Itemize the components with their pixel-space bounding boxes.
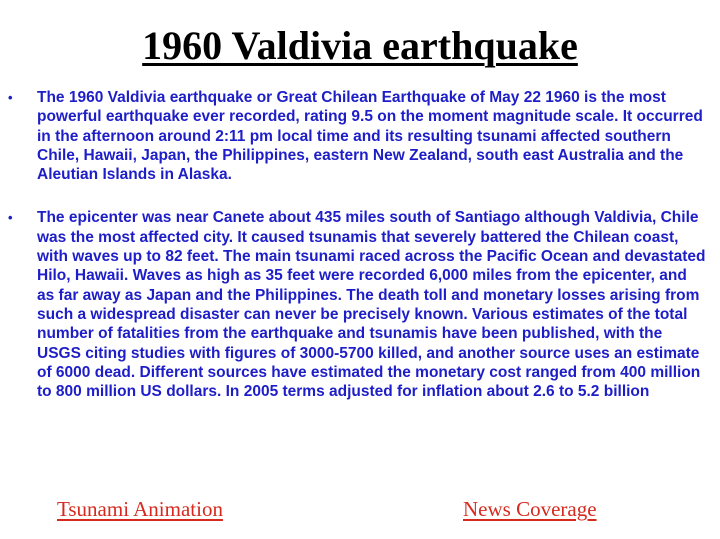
bullet-text: The 1960 Valdivia earthquake or Great Chilean Earthquake of May 22 1960 is the most powerful earthquake ever recorded, rating 9.5 on the moment magnitude scale. It occurred in the afternoon around 2:11 pm local time and its resulting tsunami affected southern Chile, Hawaii, Japan, the Philippines, eastern New Zealand, south east Australia and the Aleutian Islands in Alaska. bbox=[37, 89, 703, 184]
slide-title: 1960 Valdivia earthquake bbox=[142, 23, 578, 68]
link-bar bbox=[0, 497, 720, 527]
bullet-marker: • bbox=[8, 210, 13, 226]
bullet-list bbox=[8, 88, 708, 401]
bullet-text: The epicenter was near Canete about 435 miles south of Santiago although Valdivia, Chile was the most affected city. It caused tsunamis that severely battered the Chilean coast, with waves up to 82 feet. The main tsunami raced across the Pacific Ocean and devastated Hilo, Hawaii. Waves as high as 35 feet were recorded 6,000 miles from the epicenter, and as far away as Japan and the Philippines. The death toll and monetary losses arising from such a widespread disaster can never be precisely known. Various estimates of the total number of fatalities from the earthquake and tsunamis have been published, with the USGS citing studies with figures of 3000-5700 killed, and another source uses an estimate of 6000 dead. Different sources have estimated the monetary cost ranged from 400 million to 800 million US dollars. In 2005 terms adjusted for inflation about 2.6 to 5.2 billion bbox=[37, 209, 706, 401]
tsunami-animation-link[interactable]: Tsunami Animation bbox=[57, 497, 223, 521]
bullet-item bbox=[8, 208, 708, 401]
news-coverage-link[interactable]: News Coverage bbox=[463, 497, 597, 521]
bullet-item bbox=[8, 88, 708, 184]
bullet-marker: • bbox=[8, 90, 13, 105]
